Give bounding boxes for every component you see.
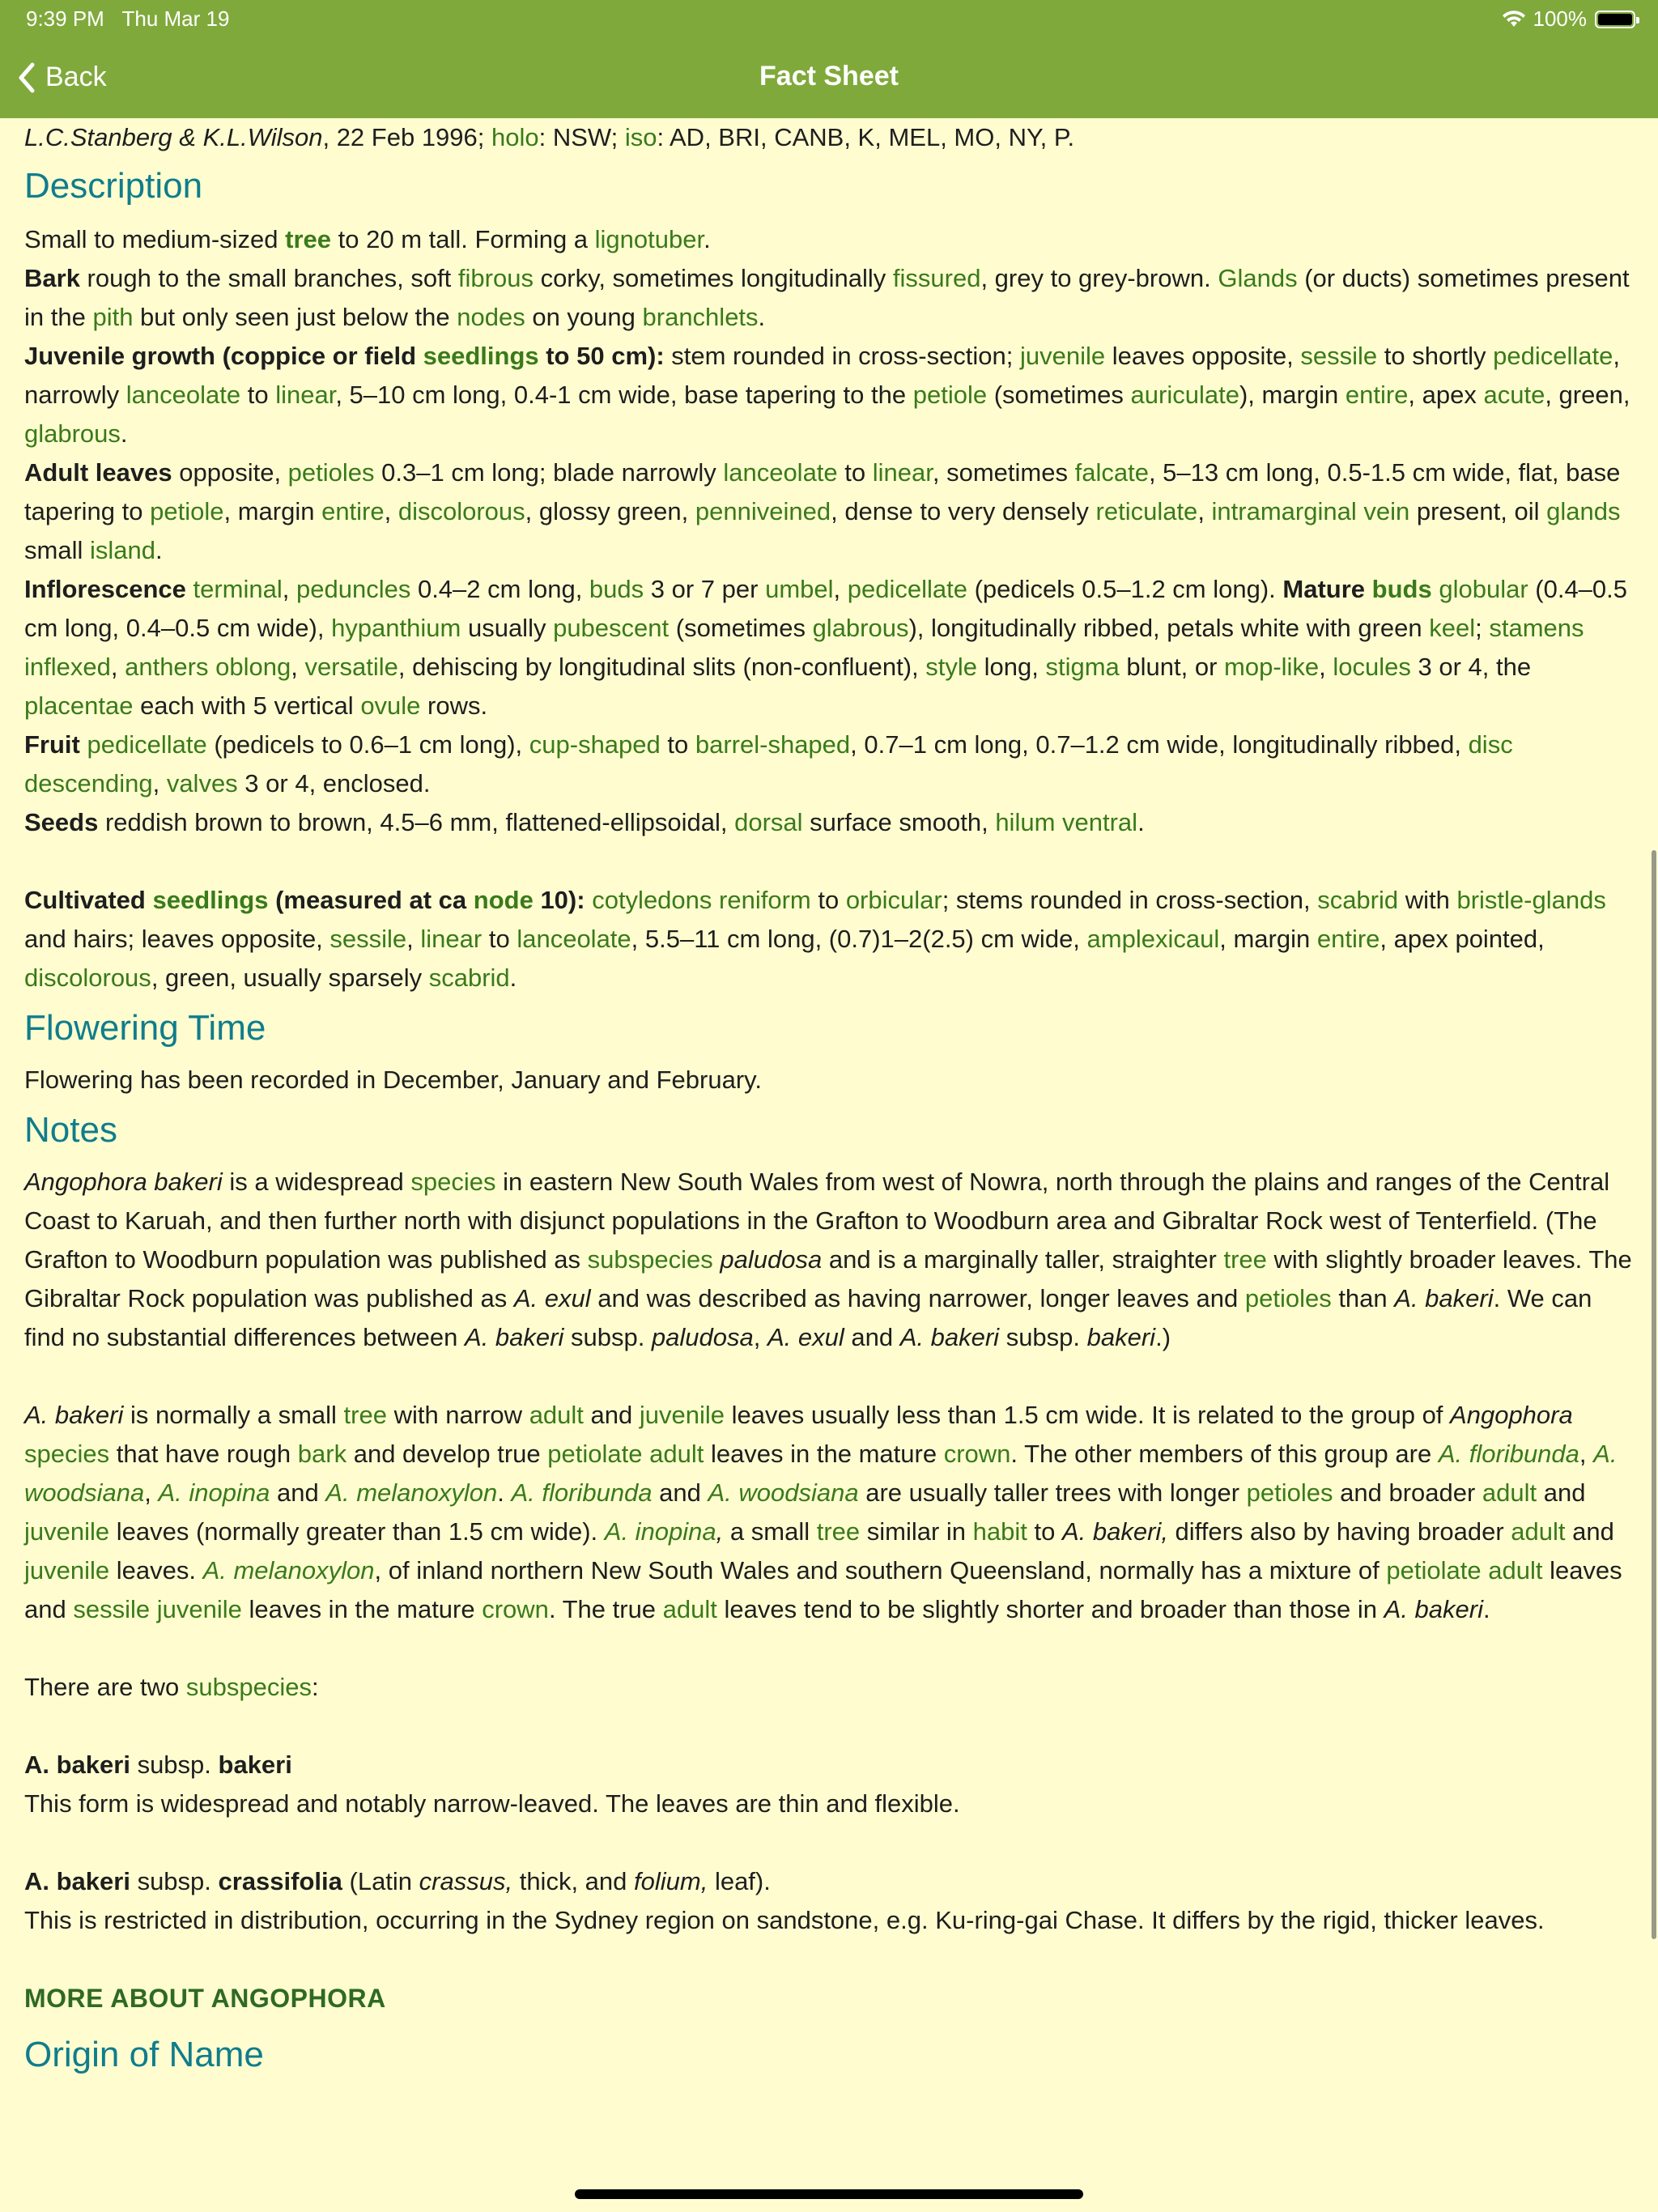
glossary-link[interactable]: tree [285,225,332,253]
status-bar [0,0,1658,39]
wifi-icon [1503,11,1525,28]
section-heading-flowering-time: Flowering Time [24,1008,266,1048]
glossary-link[interactable]: petiolate adult [547,1440,704,1468]
glossary-link[interactable]: barrel-shaped [695,730,851,759]
glossary-link[interactable]: amplexicaul [1086,925,1220,953]
glossary-link[interactable]: sessile juvenile [73,1595,242,1623]
glossary-link[interactable]: entire [1316,925,1380,953]
description-inflorescence: Inflorescence terminal, peduncles 0.4–2 cm long, buds 3 or 7 per umbel, pedicellate (pedicels 0.5–1.2 cm long). Mature buds globular (0.4–0.5 cm long, 0.4–0.5 cm wide), hypanthium usually pubescent (sometimes glabrous), longitudinally ribbed, petals white with green keel; stamens inflexed, anthers oblong, versatile, dehiscing by longitudinal slits (non-confluent), style long, stigma blunt, or mop-like, locules 3 or 4, the placentae each with 5 vertical ovule rows. [24,575,1628,720]
glossary-link[interactable]: fissured [892,264,981,292]
glossary-link[interactable]: auriculate [1130,381,1239,409]
glossary-link[interactable]: adult [529,1401,584,1429]
glossary-link[interactable]: petioles [1244,1284,1332,1312]
scrollbar[interactable] [1652,850,1656,1939]
glossary-link[interactable]: entire [321,497,385,525]
glossary-link[interactable]: nodes [457,303,525,331]
glossary-link[interactable]: falcate [1074,458,1149,487]
glossary-link[interactable]: lanceolate [517,925,631,953]
glossary-link[interactable]: juvenile [24,1556,110,1585]
glossary-link[interactable]: petiolate adult [1386,1556,1543,1585]
glossary-link[interactable]: bristle-glands [1456,886,1606,914]
glossary-link[interactable]: hypanthium [331,614,461,642]
glossary-link[interactable]: peduncles [296,575,411,603]
glossary-link[interactable]: buds [589,575,644,603]
glossary-link[interactable]: tree [1223,1245,1267,1274]
glossary-link[interactable]: species [410,1168,496,1196]
glossary-link[interactable]: adult [662,1595,717,1623]
glossary-link[interactable]: scabrid [428,963,510,992]
back-label: Back [45,62,107,92]
notes-paragraph: A. bakeri is normally a small tree with narrow adult and juvenile leaves usually less than 1.5 cm wide. It is related to the group of Angophora species that have rough bark and develop true petiolate adult leaves in the mature crown. The other members of this group are A. floribunda, A. woodsiana, A. inopina and A. melanoxylon. A. floribunda and A. woodsiana are usually taller trees with longer petioles and broader adult and juvenile leaves (normally greater than 1.5 cm wide). A. inopina, a small tree similar in habit to A. bakeri, differs also by having broader adult and juvenile leaves. A. melanoxylon, of inland northern New South Wales and southern Queensland, normally has a mixture of petiolate adult leaves and sessile juvenile leaves in the mature crown. The true adult leaves tend to be slightly shorter and broader than those in A. bakeri. [24,1401,1622,1623]
glossary-link[interactable]: cup-shaped [529,730,661,759]
glossary-link[interactable]: juvenile [24,1517,110,1546]
subspecies-description: This is restricted in distribution, occurring in the Sydney region on sandstone, e.g. Ku-ring-gai Chase. It differs by the rigid, thicker leaves. [24,1906,1545,1934]
glossary-link[interactable]: discolorous [397,497,525,525]
glossary-link[interactable]: seedlings [423,342,539,370]
species-link[interactable]: A. woodsiana [24,1440,1618,1507]
glossary-link[interactable]: sessile [329,925,407,953]
glossary-link[interactable]: petioles [1246,1478,1333,1507]
glossary-link[interactable]: pith [92,303,134,331]
description-cultivated-seedlings: Cultivated seedlings (measured at ca node 10): cotyledons reniform to orbicular; stems rounded in cross-section, scabrid with bristle-glands and hairs; leaves opposite, sessile, linear to lanceolate, 5.5–11 cm long, (0.7)1–2(2.5) cm wide, amplexicaul, margin entire, apex pointed, discolorous, green, usually sparsely scabrid. [24,886,1606,992]
glossary-link[interactable]: discolorous [24,963,151,992]
glossary-link[interactable]: sessile [1300,342,1378,370]
home-indicator[interactable] [575,2189,1083,2199]
glossary-link[interactable]: keel [1429,614,1476,642]
glossary-link[interactable]: petioles [287,458,375,487]
description-habit: Small to medium-sized tree to 20 m tall. Forming a lignotuber. [24,225,711,253]
glossary-link[interactable]: juvenile [1020,342,1106,370]
description-bark: Bark rough to the small branches, soft fibrous corky, sometimes longitudinally fissured, grey to grey-brown. Glands (or ducts) sometimes present in the pith but only seen just below the nodes on young branchlets. [24,264,1630,331]
glossary-link[interactable]: cotyledons reniform [592,886,811,914]
subspecies-intro: There are two subspecies: [24,1673,319,1701]
description-adult-leaves: Adult leaves opposite, petioles 0.3–1 cm long; blade narrowly lanceolate to linear, sometimes falcate, 5–13 cm long, 0.5-1.5 cm wide, flat, base tapering to petiole, margin entire, discolorous, glossy green, penniveined, dense to very densely reticulate, intramarginal vein present, oil glands small island. [24,458,1621,564]
glossary-link[interactable]: island [89,536,155,564]
glossary-link[interactable]: petiole [150,497,224,525]
glossary-link[interactable]: petiole [912,381,988,409]
glossary-link[interactable]: valves [166,769,238,798]
species-link[interactable]: A. melanoxylon [325,1478,498,1507]
description-fruit: Fruit pedicellate (pedicels to 0.6–1 cm long), cup-shaped to barrel-shaped, 0.7–1 cm long, 0.7–1.2 cm wide, longitudinally ribbed, disc descending, valves 3 or 4, enclosed. [24,730,1513,798]
section-heading-description: Description [24,166,203,206]
species-link[interactable]: A. inopina [158,1478,270,1507]
glossary-link[interactable]: versatile [304,653,398,681]
description-seeds: Seeds reddish brown to brown, 4.5–6 mm, flattened-ellipsoidal, dorsal surface smooth, hilum ventral. [24,808,1145,836]
species-link[interactable]: A. floribunda [1438,1440,1579,1468]
page-title: Fact Sheet [759,61,899,91]
glossary-link[interactable]: crown [943,1440,1011,1468]
glossary-link[interactable]: crown [482,1595,549,1623]
glossary-link[interactable]: globular [1439,575,1528,603]
glossary-link[interactable]: pedicellate [87,730,207,759]
glossary-link[interactable]: disc descending [24,730,1513,798]
status-time: 9:39 PM Thu Mar 19 [26,6,230,31]
glossary-link[interactable]: buds [1371,575,1432,603]
glossary-link[interactable]: style [925,653,977,681]
glossary-link[interactable]: mop-like [1224,653,1320,681]
status-right [1503,6,1636,32]
flowering-text: Flowering has been recorded in December, January and February. [24,1066,762,1094]
glossary-link[interactable]: iso [624,123,657,151]
glossary-link[interactable]: placentae [24,691,134,720]
fact-sheet-content [24,118,1635,2074]
section-heading-origin-of-name: Origin of Name [24,2035,264,2074]
glossary-link[interactable]: fibrous [457,264,534,292]
glossary-link[interactable]: pedicellate [847,575,967,603]
glossary-link[interactable]: linear [420,925,483,953]
battery-percent: 100% [1533,6,1587,31]
glossary-link[interactable]: species [24,1440,110,1468]
description-juvenile: Juvenile growth (coppice or field seedlings to 50 cm): stem rounded in cross-section; juvenile leaves opposite, sessile to shortly pedicellate, narrowly lanceolate to linear, 5–10 cm long, 0.4-1 cm wide, base tapering to the petiole (sometimes auriculate), margin entire, apex acute, green, glabrous. [24,342,1630,448]
glossary-link[interactable]: adult [1482,1478,1537,1507]
glossary-link[interactable]: seedlings [152,886,269,914]
glossary-link[interactable]: ovule [360,691,421,720]
glossary-link[interactable]: dorsal [734,808,803,836]
species-link[interactable]: A. floribunda [511,1478,653,1507]
glossary-link[interactable]: reticulate [1095,497,1198,525]
glossary-link[interactable]: tree [816,1517,861,1546]
glossary-link[interactable]: habit [972,1517,1027,1546]
glossary-link[interactable]: glabrous [24,419,121,448]
glossary-link[interactable]: locules [1333,653,1411,681]
section-heading-notes: Notes [24,1110,117,1150]
glossary-link[interactable]: linear [872,458,933,487]
glossary-link[interactable]: umbel [765,575,834,603]
navigation-bar [0,39,1658,118]
glossary-link[interactable]: pubescent [553,614,670,642]
more-about-angophora-link[interactable]: MORE ABOUT ANGOPHORA [24,1984,386,2013]
glossary-link[interactable]: lignotuber [594,225,704,253]
glossary-link[interactable]: pedicellate [1493,342,1613,370]
glossary-link[interactable]: holo [491,123,539,151]
glossary-link[interactable]: linear [275,381,336,409]
glossary-link[interactable]: subspecies [587,1245,713,1274]
subspecies-title: A. bakeri subsp. bakeri [24,1750,292,1779]
battery-icon [1595,11,1635,28]
glossary-link[interactable]: hilum ventral [995,808,1138,836]
glossary-link[interactable]: entire [1345,381,1409,409]
glossary-link[interactable]: Glands [1218,264,1298,292]
notes-paragraph: Angophora bakeri is a widespread species in eastern New South Wales from west of Nowra, north through the plains and ranges of the Central Coast to Karuah, and then further north with disjunct populations in the Grafton to Woodburn area and Gibraltar Rock west of Tenterfield. (The Grafton to Woodburn population was published as subspecies paludosa and is a marginally taller, straighter tree with slightly broader leaves. The Gibraltar Rock population was published as A. exul and was described as having narrower, longer leaves and petioles than A. bakeri. We can find no substantial differences between A. bakeri subsp. paludosa, A. exul and A. bakeri subsp. bakeri.) [24,1168,1632,1351]
glossary-link[interactable]: penniveined [695,497,831,525]
glossary-link[interactable]: glands [1546,497,1621,525]
glossary-link[interactable]: orbicular [845,886,942,914]
glossary-link[interactable]: branchlets [642,303,759,331]
glossary-link[interactable]: juvenile [639,1401,725,1429]
subspecies-description: This form is widespread and notably narrow-leaved. The leaves are thin and flexible. [24,1789,960,1818]
species-link[interactable]: A. woodsiana [708,1478,859,1507]
type-specimen-line: L.C.Stanberg & K.L.Wilson, 22 Feb 1996; holo: NSW; iso: AD, BRI, CANB, K, MEL, MO, NY, P. [24,123,1075,151]
glossary-link[interactable]: lanceolate [723,458,838,487]
species-link[interactable]: A. inopina [604,1517,716,1546]
glossary-link[interactable]: intramarginal vein [1211,497,1410,525]
glossary-link[interactable]: adult [1511,1517,1566,1546]
glossary-link[interactable]: stamens inflexed [24,614,1584,681]
subspecies-title: A. bakeri subsp. crassifolia (Latin crassus, thick, and folium, leaf). [24,1867,771,1895]
glossary-link[interactable]: subspecies [185,1673,312,1701]
glossary-link[interactable]: node [473,886,534,914]
glossary-link[interactable]: terminal [193,575,283,603]
glossary-link[interactable]: lanceolate [125,381,241,409]
glossary-link[interactable]: glabrous [812,614,909,642]
species-link[interactable]: A. melanoxylon [202,1556,375,1585]
glossary-link[interactable]: acute [1483,381,1545,409]
glossary-link[interactable]: stigma [1045,653,1120,681]
glossary-link[interactable]: bark [297,1440,347,1468]
glossary-link[interactable]: tree [343,1401,387,1429]
glossary-link[interactable]: scabrid [1317,886,1399,914]
glossary-link[interactable]: anthers oblong [125,653,291,681]
